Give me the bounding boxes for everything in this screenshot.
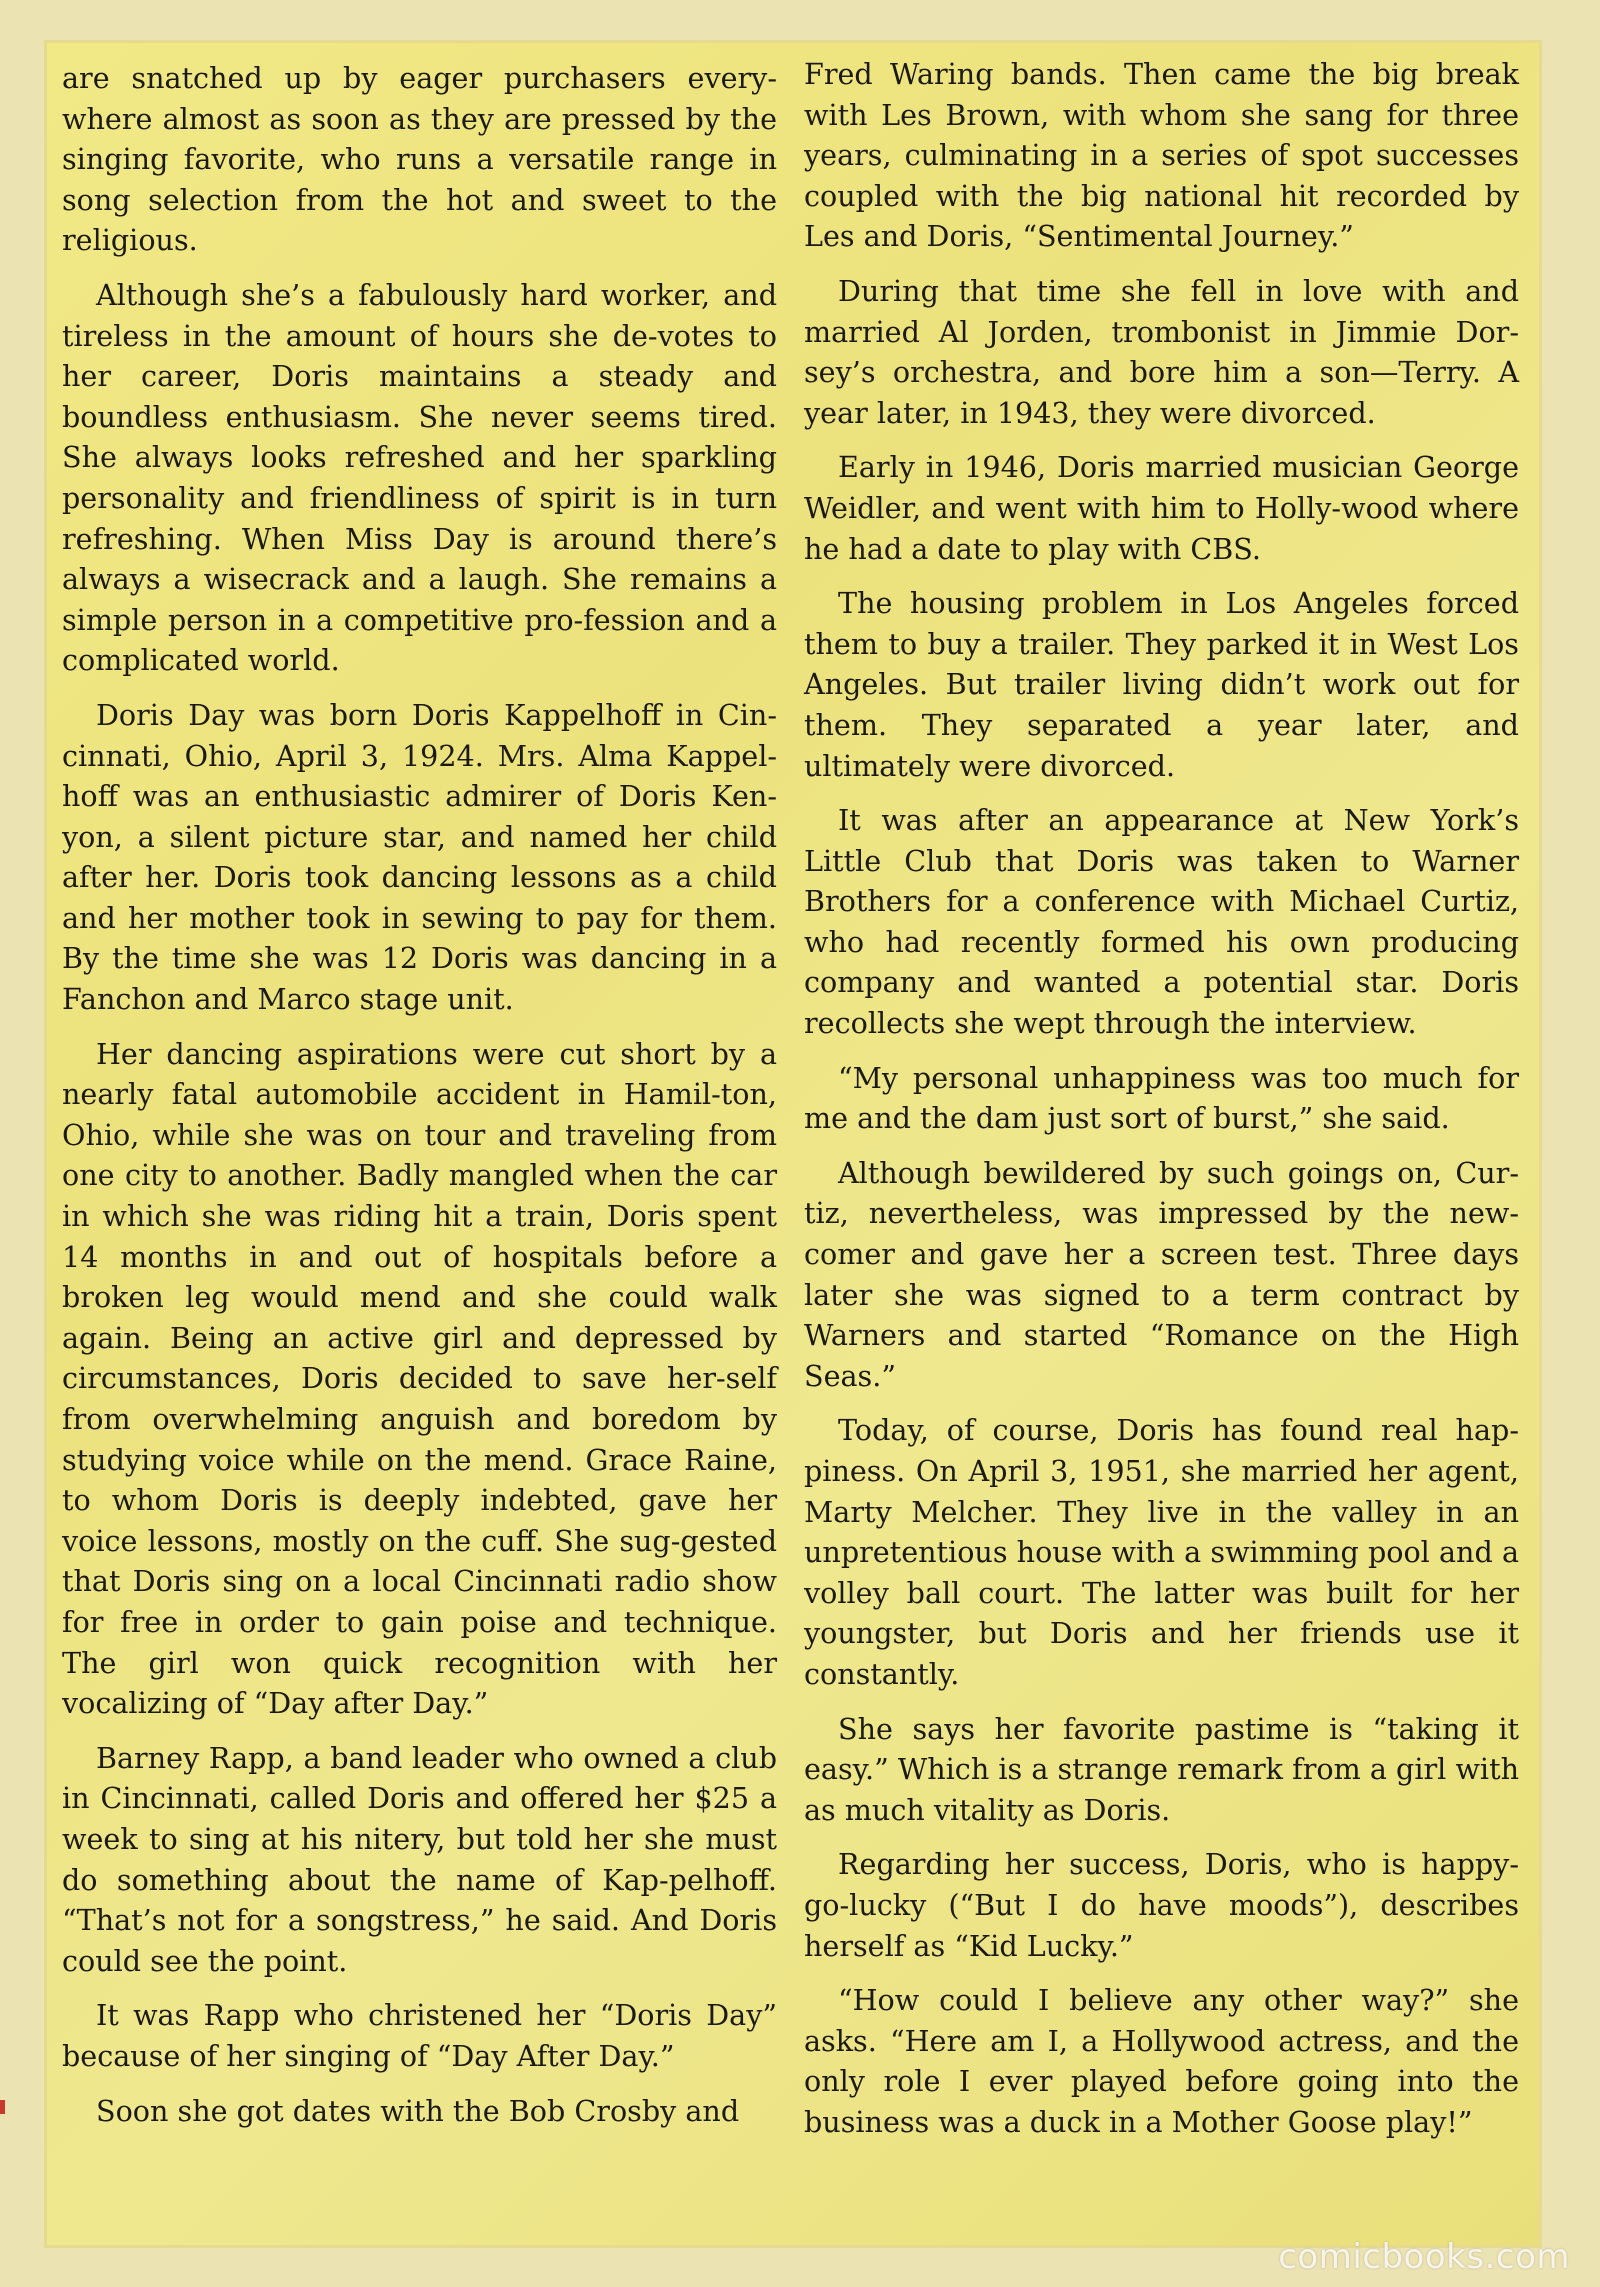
paragraph: “How could I believe any other way?” she asks. “Here am I, a Hollywood actress, and the only role I ever played before going into the business was a duck in a Mother Goose play!” (804, 1983, 1519, 2139)
paragraph: Although she’s a fabulously hard worker, and tireless in the amount of hours she de-votes to her career, Doris maintains a steady and boundless enthusiasm. She never seems tired. She always looks refreshed and her sparkling personality and friendliness of spirit is in turn refreshing. When Miss Day is around there’s always a wisecrack and a laugh. She remains a simple person in a competitive pro-fession and a complicated world. (62, 277, 777, 678)
right-column (804, 54, 1519, 2157)
paragraph: “My personal unhappiness was too much for me and the dam just sort of burst,” she said. (804, 1060, 1519, 1136)
edge-mark (0, 2100, 5, 2114)
paragraph: Early in 1946, Doris married musician George Weidler, and went with him to Holly-wood where he had a date to play with CBS. (804, 450, 1519, 566)
paragraph: It was Rapp who christened her “Doris Day” because of her singing of “Day After Day.” (62, 1998, 777, 2073)
paragraph: Today, of course, Doris has found real hap-piness. On April 3, 1951, she married her agent, Marty Melcher. They live in the valley in an unpretentious house with a swimming pool and a volley ball court. The latter was built for her youngster, but Doris and her friends use it constantly. (804, 1413, 1519, 1691)
left-column (62, 58, 777, 2145)
article-panel (44, 40, 1542, 2248)
paragraph: Doris Day was born Doris Kappelhoff in Cin-cinnati, Ohio, April 3, 1924. Mrs. Alma Kappel-hoff was an enthusiastic admirer of Doris Ken-yon, a silent picture star, and named her child after her. Doris took dancing lessons as a child and her mother took in sewing to pay for them. By the time she was 12 Doris was dancing in a Fanchon and Marco stage unit. (62, 697, 777, 1017)
paragraph: Barney Rapp, a band leader who owned a club in Cincinnati, called Doris and offered her $25 a week to sing at his nitery, but told her she must do something about the name of Kap-pelhoff. “That’s not for a songstress,” he said. And Doris could see the point. (62, 1740, 777, 1978)
paragraph: She says her favorite pastime is “taking it easy.” Which is a strange remark from a girl with as much vitality as Doris. (804, 1711, 1519, 1827)
paragraph: Her dancing aspirations were cut short by a nearly fatal automobile accident in Hamil-ton, Ohio, while she was on tour and traveling from one city to another. Badly mangled when the car in which she was riding hit a train, Doris spent 14 months in and out of hospitals before a broken leg would mend and she could walk again. Being an active girl and depressed by circumstances, Doris decided to save her-self from overwhelming anguish and boredom by studying voice while on the mend. Grace Raine, to whom Doris is deeply indebted, gave her voice lessons, mostly on the cuff. She sug-gested that Doris sing on a local Cincinnati radio show for free in order to gain poise and technique. The girl won quick recognition with her vocalizing of “Day after Day.” (62, 1036, 777, 1721)
watermark: comicbooks.com (1278, 2237, 1570, 2277)
paragraph: The housing problem in Los Angeles forced them to buy a trailer. They parked it in West Los Angeles. But trailer living didn’t work out for them. They separated a year later, and ultimately were divorced. (804, 586, 1519, 783)
paragraph: During that time she fell in love with and married Al Jorden, trombonist in Jimmie Dor-sey’s orchestra, and bore him a son—Terry. A year later, in 1943, they were divorced. (804, 273, 1519, 430)
paragraph: are snatched up by eager purchasers every-where almost as soon as they are pressed by the singing favorite, who runs a versatile range in song selection from the hot and sweet to the religious. (62, 61, 777, 258)
paragraph: Although bewildered by such goings on, Cur-tiz, nevertheless, was impressed by the new-comer and gave her a screen test. Three days later she was signed to a term contract by Warners and started “Romance on the High Seas.” (804, 1155, 1519, 1393)
paragraph: It was after an appearance at New York’s Little Club that Doris was taken to Warner Brothers for a conference with Michael Curtiz, who had recently formed his own producing company and wanted a potential star. Doris recollects she wept through the interview. (804, 803, 1519, 1041)
paragraph: Soon she got dates with the Bob Crosby and (96, 2093, 740, 2128)
paragraph: Regarding her success, Doris, who is happy-go-lucky (“But I do have moods”), describes herself as “Kid Lucky.” (804, 1847, 1519, 1963)
paragraph: Fred Waring bands. Then came the big break with Les Brown, with whom she sang for three years, culminating in a series of spot successes coupled with the big national hit recorded by Les and Doris, “Sentimental Journey.” (804, 57, 1519, 254)
